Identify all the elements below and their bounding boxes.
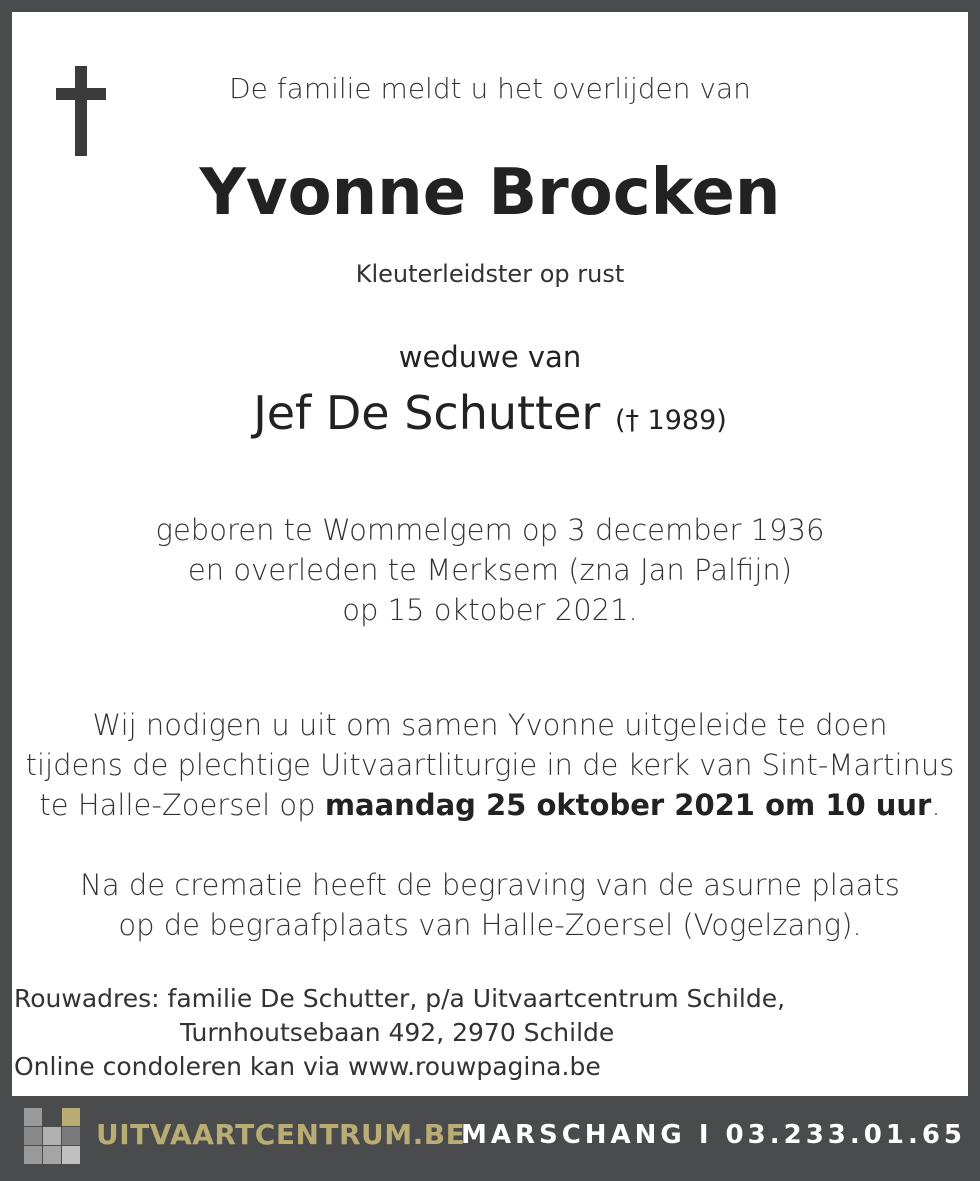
contact-info: MARSCHANG I 03.233.01.65 [460, 1120, 966, 1150]
intro-text: De familie meldt u het overlijden van [229, 72, 751, 105]
footer-bar [0, 1096, 980, 1181]
birth-line: geboren te Wommelgem op 3 december 1936 [155, 513, 825, 547]
birth-line: en overleden te Merksem (zna Jan Palfijn) [187, 553, 793, 587]
invite-line: te Halle-Zoersel op maandag 25 oktober 2021 om 10 uur. [39, 788, 941, 822]
spouse-line [12, 386, 968, 440]
address-line: Turnhoutsebaan 492, 2970 Schilde [180, 1018, 615, 1047]
brand-name: UITVAARTCENTRUM.BE [96, 1118, 466, 1151]
burial-line: op de begraafplaats van Halle-Zoersel (Vogelzang). [118, 908, 862, 942]
widow-of-label: weduwe van [398, 340, 582, 374]
burial-block [12, 865, 968, 945]
address-line: Rouwadres: familie De Schutter, p/a Uitvaartcentrum Schilde, [14, 984, 786, 1013]
invitation-block [12, 705, 968, 825]
invite-line: tijdens de plechtige Uitvaartliturgie in de kerk van Sint-Martinus [25, 748, 955, 782]
spouse-death-year: († 1989) [614, 405, 727, 436]
address-block [14, 982, 785, 1084]
burial-line: Na de crematie heeft de begraving van de asurne plaats [80, 868, 900, 902]
online-condolence-line: Online condoleren kan via www.rouwpagina.be [14, 1052, 601, 1081]
logo-icon [24, 1108, 80, 1164]
birth-line: op 15 oktober 2021. [342, 593, 638, 627]
service-datetime: maandag 25 oktober 2021 om 10 uur [324, 788, 932, 822]
invite-line: Wij nodigen u uit om samen Yvonne uitgeleide te doen [92, 708, 888, 742]
spouse-name: Jef De Schutter [253, 386, 601, 440]
deceased-name: Yvonne Brocken [199, 156, 781, 230]
birth-death-block [12, 510, 968, 630]
obituary-card [12, 12, 968, 1096]
occupation: Kleuterleidster op rust [355, 260, 625, 288]
